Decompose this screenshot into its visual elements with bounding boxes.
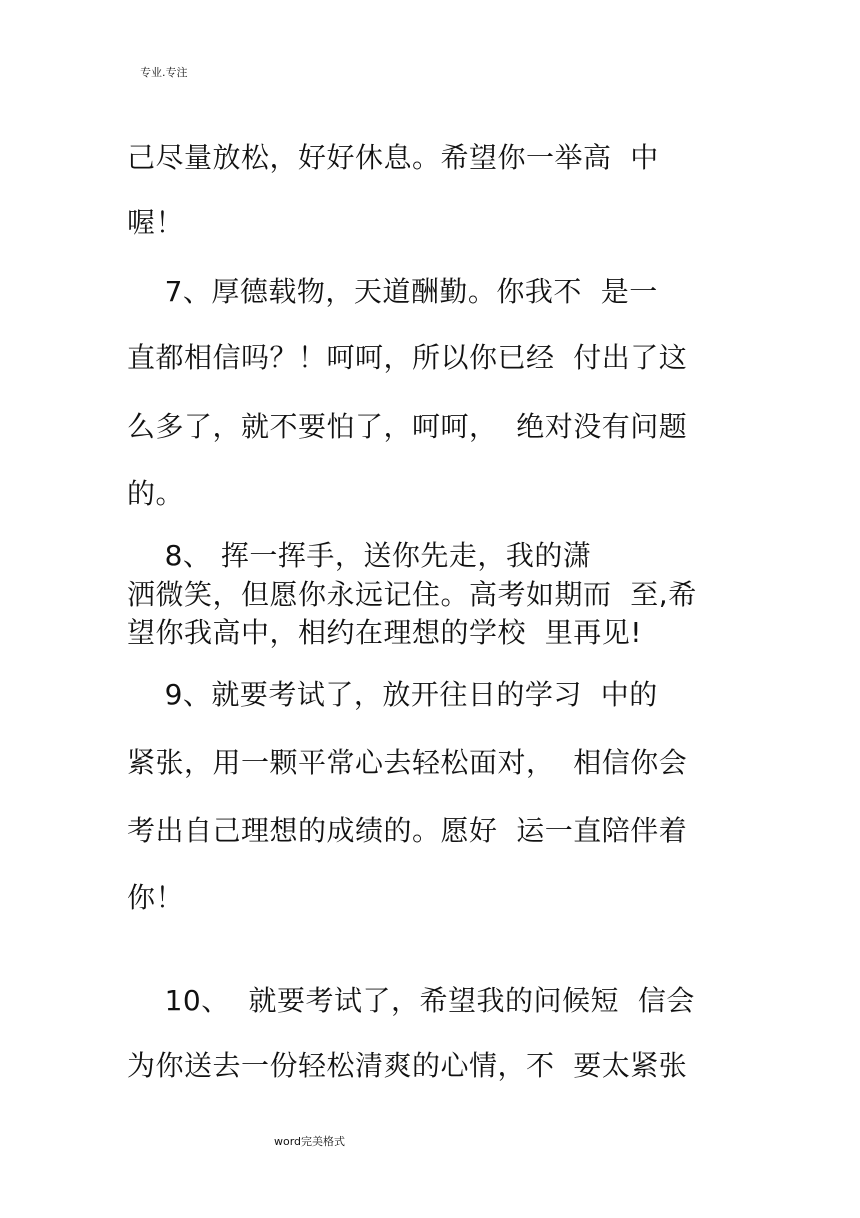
text-line-10: 9、就要考试了，放开往日的学习 中的 <box>127 678 658 711</box>
text-line-2: 喔！ <box>127 206 185 239</box>
text-line-13: 你！ <box>127 881 185 914</box>
text-line-6: 的。 <box>127 477 185 510</box>
text-line-8: 洒微笑，但愿你永远记住。高考如期而 至,希 <box>127 578 697 611</box>
text-line-5: 么多了，就不要怕了，呵呵， 绝对没有问题 <box>127 410 688 443</box>
text-line-1: 己尽量放松，好好休息。希望你一举高 中 <box>127 141 659 174</box>
text-line-12: 考出自己理想的成绩的。愿好 运一直陪伴着 <box>127 814 688 847</box>
text-line-11: 紧张，用一颗平常心去轻松面对， 相信你会 <box>127 746 688 779</box>
text-line-14: 10、 就要考试了，希望我的问候短 信会 <box>127 984 695 1017</box>
text-line-7: 8、 挥一挥手，送你先走，我的潇 <box>127 539 592 572</box>
text-line-15: 为你送去一份轻松清爽的心情，不 要太紧张 <box>127 1049 688 1082</box>
page-footer: word完美格式 <box>274 1135 346 1148</box>
text-line-9: 望你我高中，相约在理想的学校 里再见! <box>127 616 643 649</box>
page-header: 专业.专注 <box>140 66 188 79</box>
text-line-3: 7、厚德载物，天道酬勤。你我不 是一 <box>127 275 658 308</box>
text-line-4: 直都相信吗？！呵呵，所以你已经 付出了这 <box>127 341 688 374</box>
